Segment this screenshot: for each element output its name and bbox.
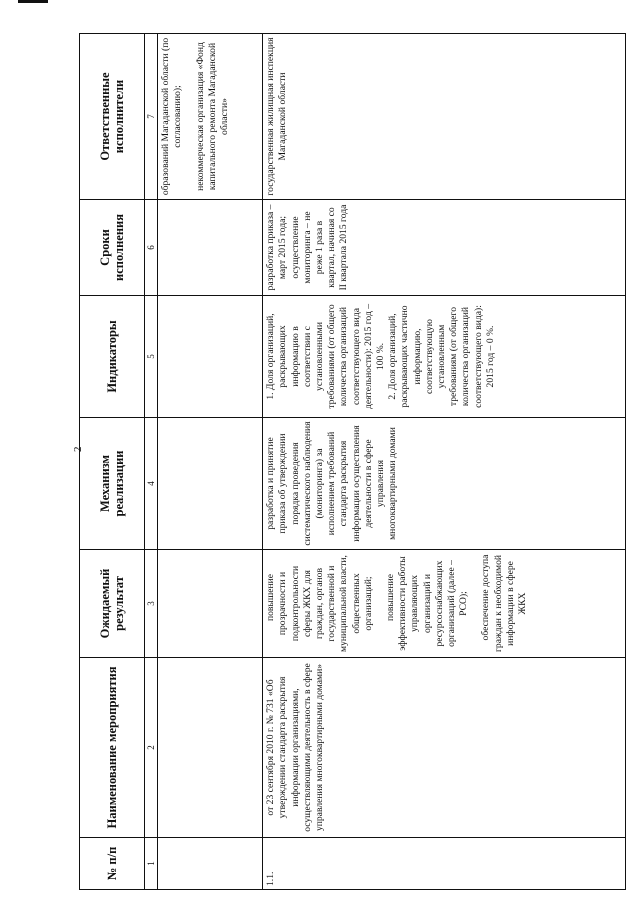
header-executors: Ответственные исполнители [80,34,145,200]
header-deadlines: Сроки исполнения [80,200,145,296]
indicator-text: 2. Доля организаций, раскрывающих частично информацию, соответствующую установленным требованиям (от общего количества организаций соответствующего вида): 2015 год – 0 %. [387,305,496,408]
table-cell [158,550,263,658]
rotated-table-sheet [79,34,626,890]
column-number: 6 [145,200,158,296]
executors-text: некоммерческая организация «Фонд капитального ремонта Магаданской области» [194,42,231,191]
expected-result-cell [263,550,626,658]
table-row-1-1 [263,34,626,890]
table-cell [158,200,263,296]
deadline-text: разработка приказа – март 2015 года; осуществление мониторинга – не реже 1 раза в квартал, начиная со II квартала 2015 года [263,200,626,296]
header-indicators: Индикаторы [80,296,145,418]
column-number: 1 [145,838,158,890]
column-number: 7 [145,34,158,200]
page-number: 2 [72,446,84,452]
table-cell [158,658,263,838]
executors-cell [158,34,263,200]
table-cell [158,838,263,890]
top-rule [18,0,48,3]
indicator-text: 1. Доля организаций, раскрывающих информацию в соответствии с установленными требованиями (от общего количества организаций соответствующего вида деятельности): 2015 год – 100 %. [265,303,387,410]
expected-result-text: повышение эффективности работы управляющих организаций и ресурсоснабжающих организаций (далее – РСО); [385,556,470,651]
column-number: 3 [145,550,158,658]
indicators-cell [263,296,626,418]
column-number-row [145,34,158,890]
header-number: № п/п [80,838,145,890]
executors-text: образований Магаданской области (по согласованию); [160,37,184,196]
table-cell [158,418,263,550]
mechanism-text: разработка и принятие приказа об утверждении порядка проведения систематического наблюдения (мониторинга) за исполнением требований стандарта раскрытия информации осуществления деятельности в сфере управления многоквартирными домами [263,418,626,550]
table-cell [158,296,263,418]
header-mechanism: Механизм реализации [80,418,145,550]
executors-text: государственная жилищная инспекция Магаданской области [263,34,626,200]
activity-name: от 23 сентября 2010 г. № 731 «Об утверждении стандарта раскрытия информации организациями, осуществляющими деятельность в сфере управления многоквартирными домами» [263,658,626,838]
column-number: 5 [145,296,158,418]
column-number: 4 [145,418,158,550]
expected-result-text: обеспечение доступа граждан к необходимой информации в сфере ЖКХ [480,554,529,653]
expected-result-text: повышение прозрачности и подконтрольности сферы ЖКХ для граждан, органов государственной и муниципальной власти, общественных организаций; [265,555,374,652]
column-number: 2 [145,658,158,838]
header-expected-result: Ожидаемый результат [80,550,145,658]
table-row-continuation [158,34,263,890]
activities-table [79,33,626,890]
header-row [80,34,145,890]
row-number: 1.1. [263,838,626,890]
header-activity-name: Наименование мероприятия [80,658,145,838]
